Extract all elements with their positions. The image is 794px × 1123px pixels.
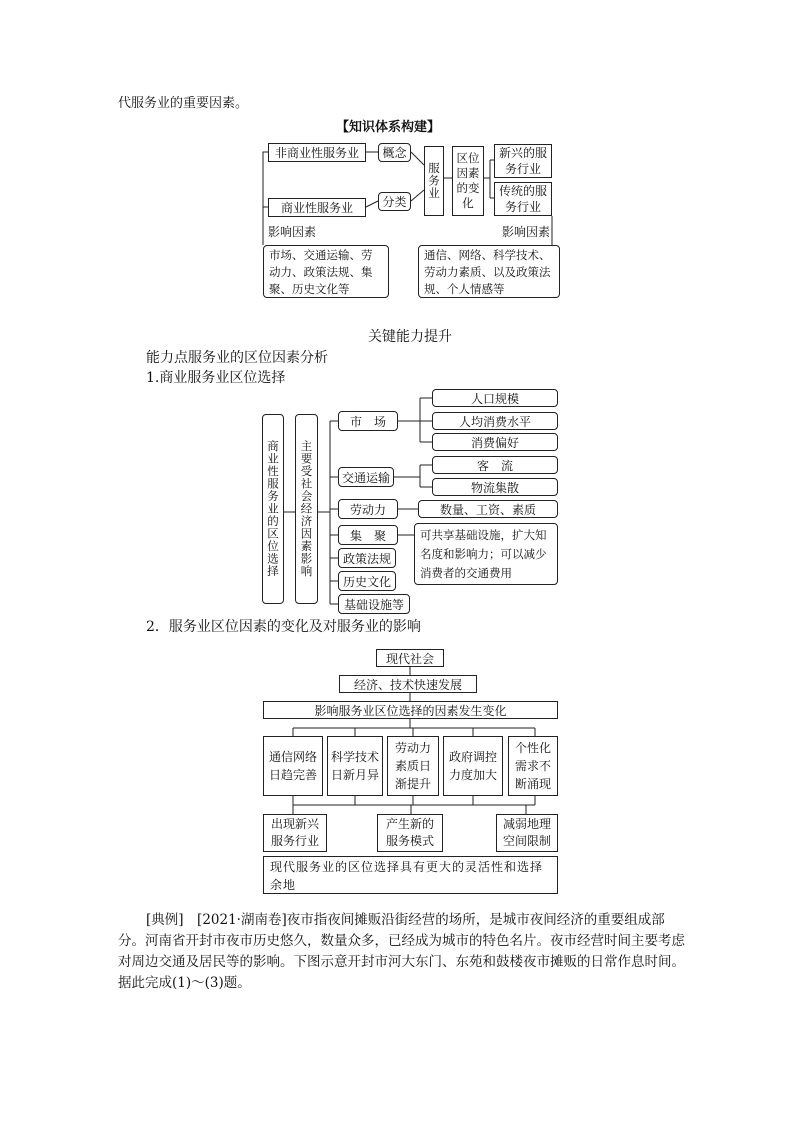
result-new-industry-box bbox=[263, 814, 327, 852]
policy-box: 政策法规 bbox=[338, 548, 396, 568]
result-new-mode-label: 产生新的服务模式 bbox=[385, 817, 434, 848]
section-2-title: 2．服务业区位因素的变化及对服务业的影响 bbox=[146, 619, 421, 635]
modern-society-box: 现代社会 bbox=[376, 649, 444, 667]
infrastructure-box: 基础设施等 bbox=[338, 594, 410, 614]
location-change-label: 区位因素的变化 bbox=[456, 151, 480, 210]
factor-government-box bbox=[443, 736, 503, 796]
factor-technology-box bbox=[327, 736, 383, 796]
history-box: 历史文化 bbox=[338, 571, 396, 591]
ability-point-title: 能力点服务业的区位因素分析 bbox=[146, 350, 328, 366]
commercial-service-box: 商业性服务业 bbox=[268, 198, 366, 217]
left-factors-box: 市场、交通运输、劳动力、政策法规、集聚、历史文化等 bbox=[263, 245, 389, 298]
example-text: 夜市指夜间摊贩沿街经营的场所，是城市夜间经济的重要组成部分。河南省开封市夜市历史悠久，数量众多，已经成为城市的特色名片。夜市经营时间主要考虑对周边交通及居民等的影响。下图示意开封市河大东门、东苑和鼓楼夜市摊贩的日常作息时间。据此完成(1)～(3)题。 bbox=[118, 912, 685, 991]
key-ability-title: 关键能力提升 bbox=[368, 329, 452, 345]
knowledge-title: 【知识体系构建】 bbox=[336, 120, 441, 135]
classify-box: 分类 bbox=[378, 192, 411, 211]
result-new-mode-box bbox=[377, 814, 443, 852]
cluster-box: 集 聚 bbox=[338, 525, 398, 545]
factors-change-box: 影响服务业区位选择的因素发生变化 bbox=[263, 701, 558, 719]
factor-communication-label: 通信网络日趋完善 bbox=[268, 750, 317, 782]
factor-personalization-box bbox=[508, 736, 558, 796]
commercial-location-label: 商业性服务业的区位选择 bbox=[266, 440, 280, 578]
concept-box: 概念 bbox=[378, 143, 411, 162]
result-new-industry-label: 出现新兴服务行业 bbox=[270, 817, 319, 848]
socioeconomic-label: 主要受社会经济因素影响 bbox=[299, 440, 314, 578]
transport-box: 交通运输 bbox=[338, 467, 394, 487]
cluster-note-box: 可共享基础设施，扩大知名度和影响力；可以减少消费者的交通费用 bbox=[414, 523, 558, 585]
market-item-preference: 消费偏好 bbox=[432, 433, 558, 451]
factor-communication-box bbox=[263, 736, 323, 796]
influence-label-left: 影响因素 bbox=[268, 225, 317, 239]
traditional-service-label: 传统的服务行业 bbox=[498, 184, 547, 214]
transport-item-passenger: 客 流 bbox=[432, 456, 558, 474]
example-paragraph bbox=[118, 910, 688, 994]
example-source: [2021·湖南卷] bbox=[197, 912, 287, 928]
factor-labor-box bbox=[387, 736, 439, 796]
final-conclusion-box: 现代服务业的区位选择具有更大的灵活性和选择余地 bbox=[263, 856, 558, 894]
econ-tech-box: 经济、技术快速发展 bbox=[339, 675, 477, 693]
service-label: 服务业 bbox=[427, 162, 441, 200]
factor-labor-label: 劳动力素质日渐提升 bbox=[394, 741, 431, 791]
market-item-population: 人口规模 bbox=[432, 389, 558, 407]
labor-item: 数量、工资、素质 bbox=[418, 500, 558, 518]
market-item-consumption: 人均消费水平 bbox=[432, 412, 558, 430]
market-box: 市 场 bbox=[338, 411, 398, 431]
result-reduce-space-box bbox=[496, 814, 558, 852]
new-service-label: 新兴的服务行业 bbox=[498, 146, 547, 176]
noncommercial-service-box: 非商业性服务业 bbox=[268, 143, 366, 162]
top-line: 代服务业的重要因素。 bbox=[118, 96, 249, 111]
factor-technology-label: 科学技术日新月异 bbox=[330, 750, 379, 782]
factor-personalization-label: 个性化需求不断涌现 bbox=[514, 741, 551, 791]
result-reduce-space-label: 减弱地理空间限制 bbox=[502, 817, 551, 848]
influence-label-right: 影响因素 bbox=[502, 225, 551, 239]
example-label: [典例] bbox=[146, 912, 184, 928]
transport-item-logistics: 物流集散 bbox=[432, 478, 558, 496]
labor-box: 劳动力 bbox=[338, 499, 398, 519]
section-1-title: 1.商业服务业区位选择 bbox=[146, 370, 286, 386]
factor-government-label: 政府调控力度加大 bbox=[448, 750, 497, 782]
right-factors-box: 通信、网络、科学技术、劳动力素质、以及政策法规、个人情感等 bbox=[418, 245, 560, 298]
